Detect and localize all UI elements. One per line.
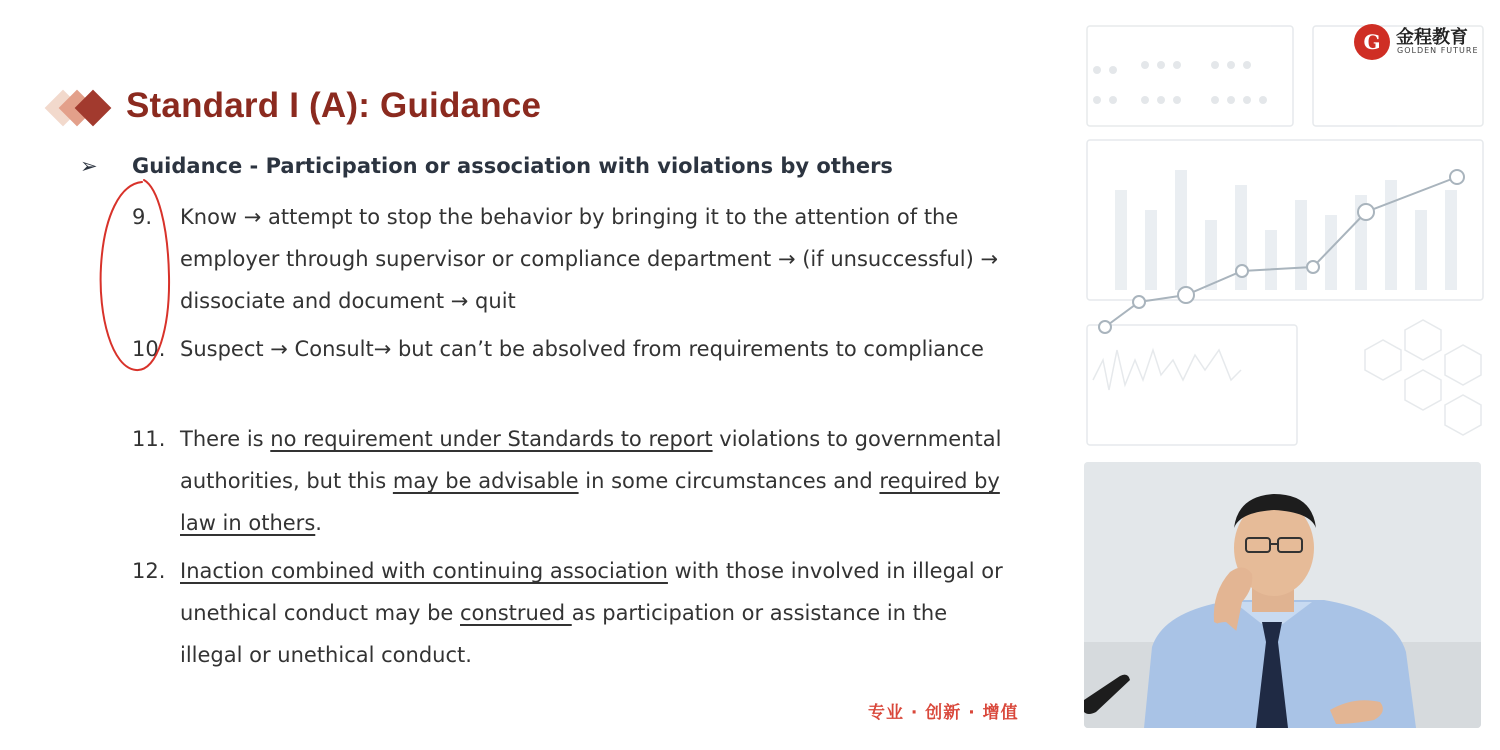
item-text-segment: with those involved in illegal or unethical conduct may be: [180, 559, 1003, 625]
item-text-segment: in some circumstances and: [578, 469, 880, 493]
presenter-figure: [1084, 462, 1481, 728]
item-text-segment: Know → attempt to stop the behavior by bringing it to the attention of the employer through supervisor or compliance department → (if unsuccessful) → dissociate and document → quit: [180, 205, 999, 313]
list-item: [132, 328, 1012, 412]
item-text-segment: violations to governmental authorities, but this: [180, 427, 1002, 493]
item-number: 9.: [132, 205, 153, 229]
underlined-phrase: required by law in others: [180, 469, 1000, 535]
logo-mark-icon: G: [1354, 24, 1390, 60]
bullet-heading-text: Guidance - Participation or association with violations by others: [132, 154, 893, 178]
bullet-heading: [80, 154, 893, 178]
slide-tagline: 专业 · 创新 · 增值: [868, 703, 1019, 723]
handwritten-circle-annotation: [92, 176, 178, 376]
item-text-segment: There is: [180, 427, 271, 451]
list-item: [132, 550, 1012, 676]
list-item: [132, 418, 1012, 544]
item-text-segment: Suspect → Consult→ but can’t be absolved from requirements to compliance: [180, 337, 984, 361]
logo-name-cn: 金程教育: [1396, 27, 1468, 48]
diamond-stack-icon: [42, 84, 122, 132]
arrowhead-bullet-icon: ➢: [80, 154, 98, 178]
item-text: [180, 328, 1010, 370]
underlined-phrase: Inaction combined with continuing association: [180, 559, 668, 583]
item-text: [180, 550, 1010, 676]
underlined-phrase: no requirement under Standards to report: [270, 427, 713, 451]
item-text: [180, 196, 1010, 322]
item-text-segment: as participation or assistance in the illegal or unethical conduct.: [180, 601, 948, 667]
slide-title: Standard I (A): Guidance: [126, 86, 542, 125]
decorative-infographic: [1085, 20, 1485, 450]
presenter-video: [1084, 462, 1481, 728]
underlined-phrase: may be advisable: [392, 469, 579, 493]
item-number: 12.: [132, 559, 166, 583]
item-number: 10.: [132, 337, 166, 361]
item-text: [180, 418, 1010, 544]
logo-name-en: GOLDEN FUTURE: [1397, 46, 1479, 55]
item-text-segment: .: [315, 511, 322, 535]
company-logo: [1354, 22, 1489, 62]
list-item: [132, 196, 1012, 322]
underlined-phrase: construed: [460, 601, 572, 625]
item-number: 11.: [132, 427, 166, 451]
